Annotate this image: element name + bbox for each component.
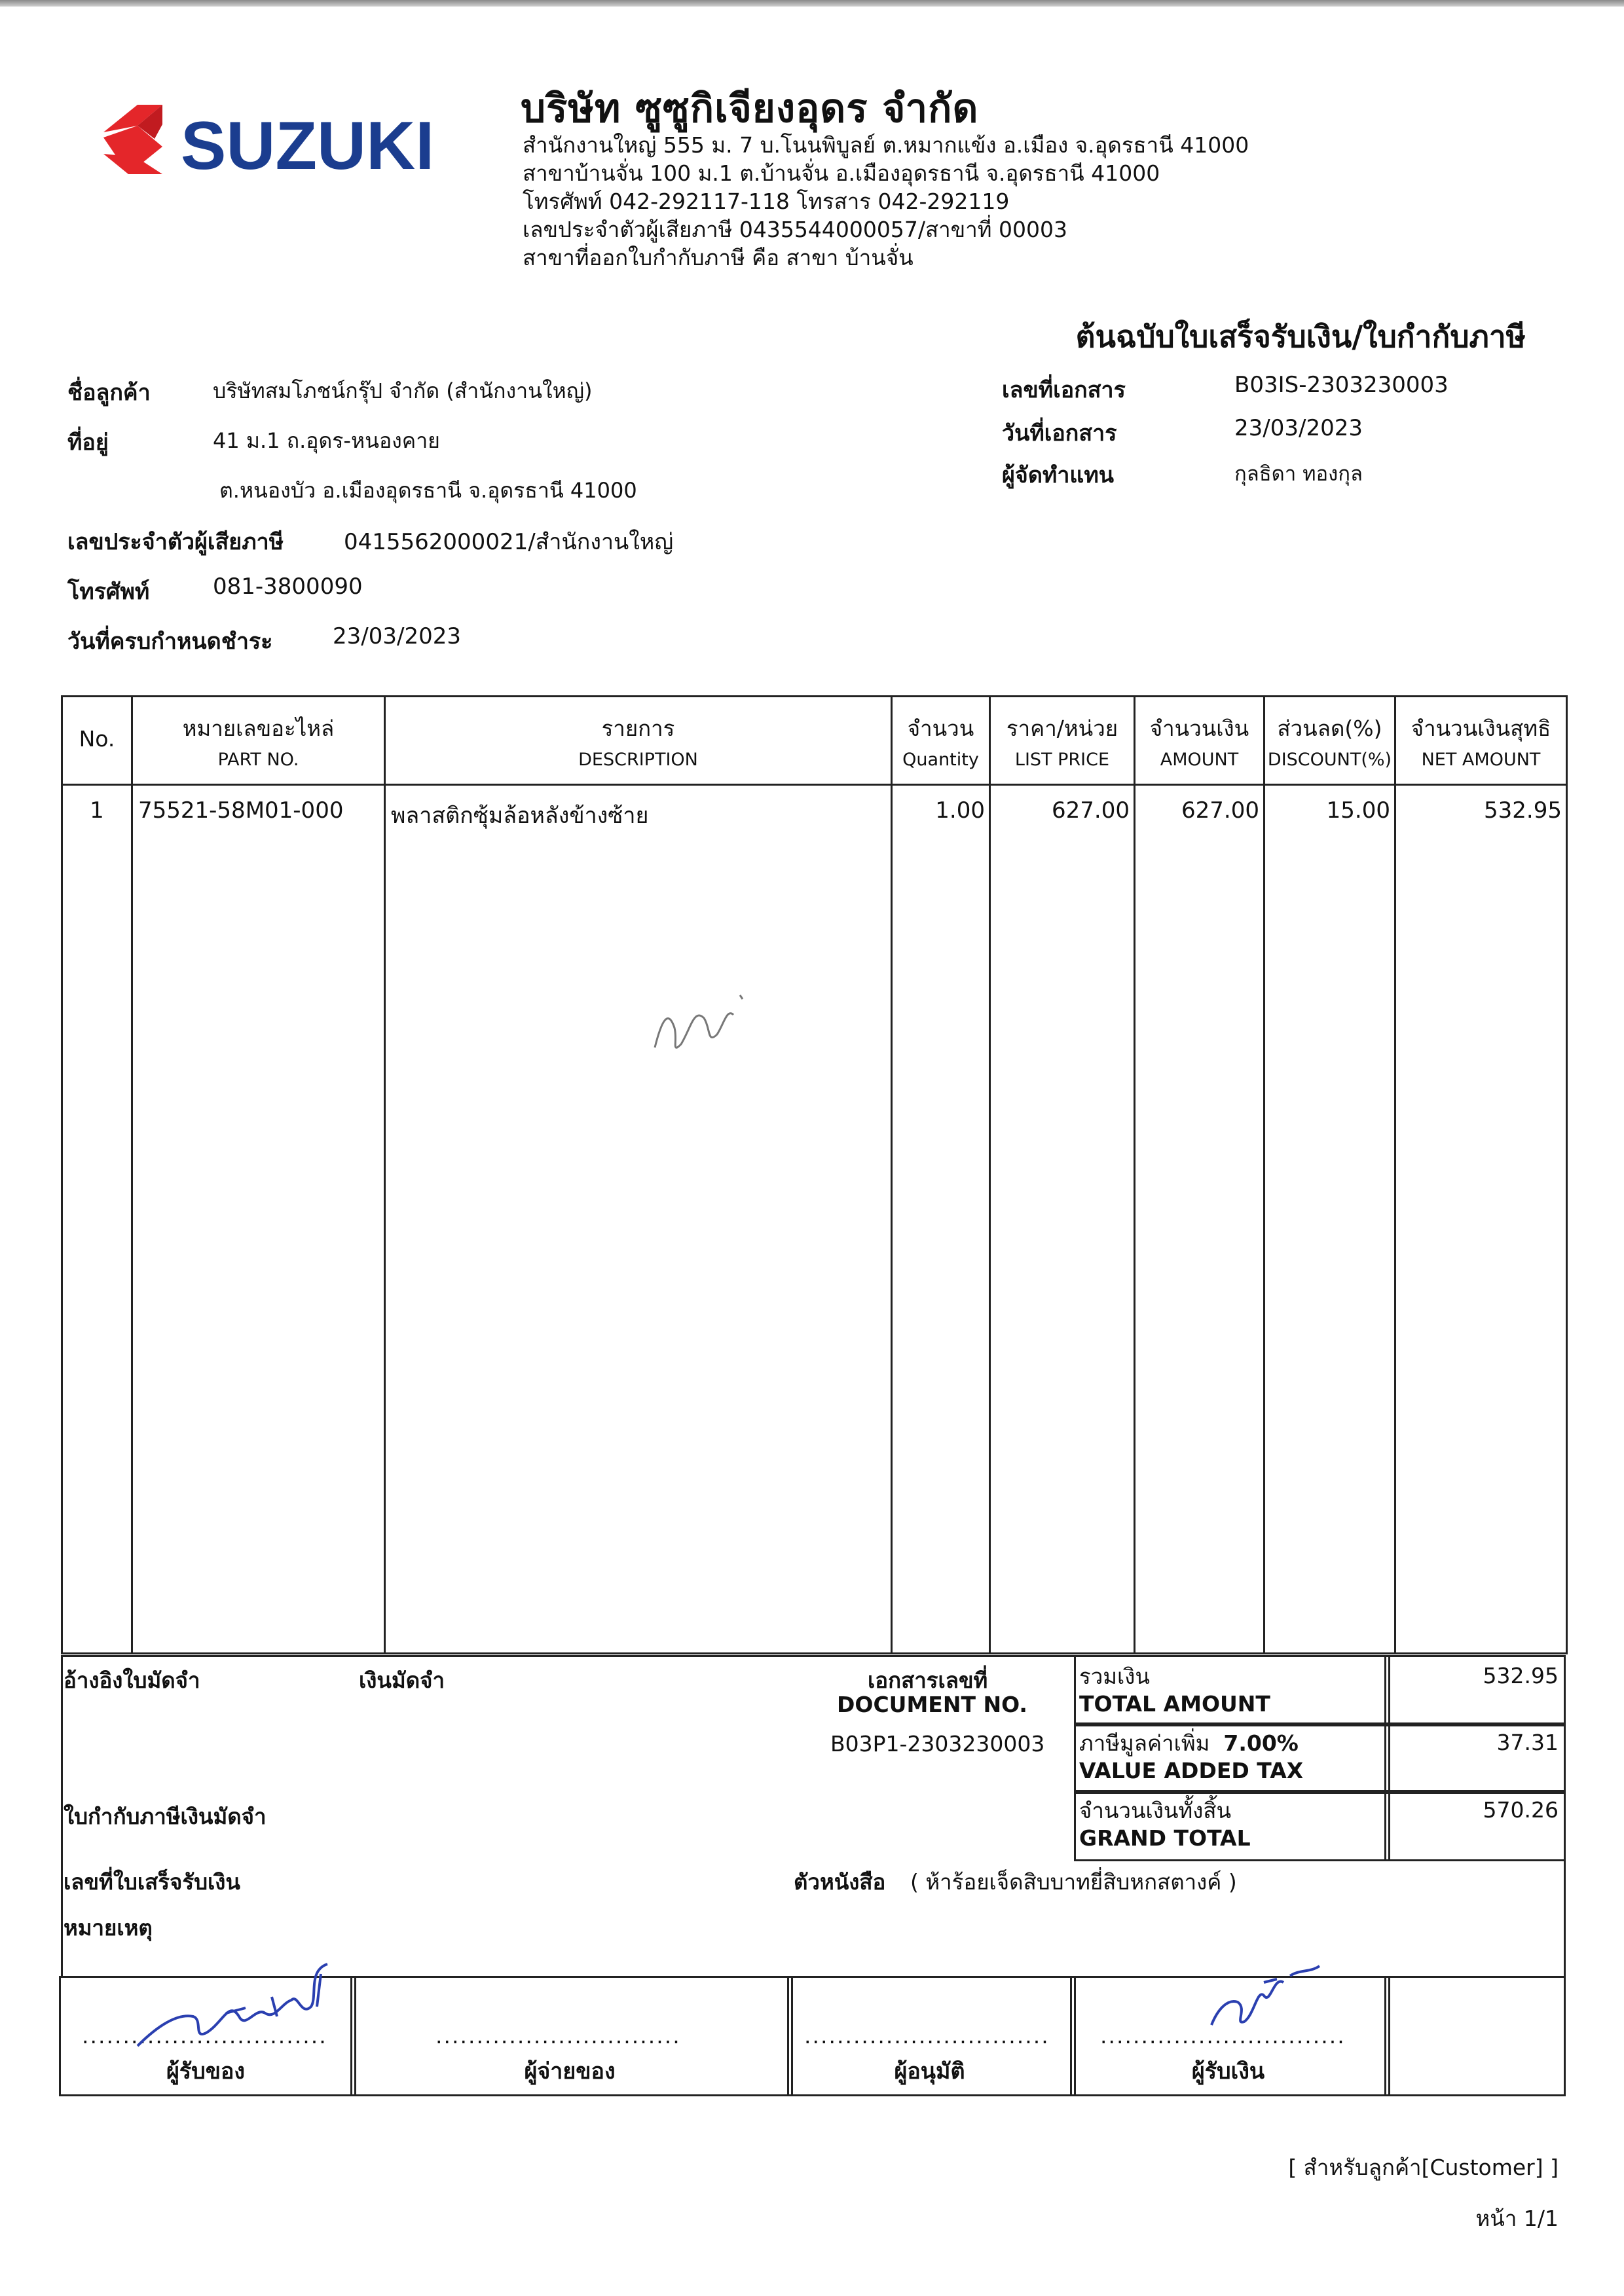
receiver-signature xyxy=(131,1954,347,2052)
customer-tax-label: เลขประจำตัวผู้เสียภาษี xyxy=(67,529,284,555)
col-header-list-price: ราคา/หน่วย LIST PRICE xyxy=(990,697,1135,785)
signature-label-payer: ผู้จ่ายของ xyxy=(524,2058,616,2085)
deposit-tax-invoice-label: ใบกำกับภาษีเงินมัดจำ xyxy=(64,1804,267,1829)
deposit-document-no: B03P1-2303230003 xyxy=(830,1731,1045,1757)
deposit-label: เงินมัดจำ xyxy=(359,1667,445,1693)
col-header-no: No. xyxy=(62,697,132,785)
grand-total: 570.26 xyxy=(1483,1797,1559,1823)
vat-label: ภาษีมูลค่าเพิ่ม 7.00% VALUE ADDED TAX xyxy=(1079,1730,1304,1783)
document-date: 23/03/2023 xyxy=(1234,415,1363,441)
signature-line-receiver: .............................. xyxy=(82,2023,327,2049)
col-header-discount: ส่วนลด(%) DISCOUNT(%) xyxy=(1264,697,1395,785)
company-issuing-branch: สาขาที่ออกใบกำกับภาษี คือ สาขา บ้านจั่น xyxy=(523,245,913,270)
document-title: ต้นฉบับใบเสร็จรับเงิน/ใบกำกับภาษี xyxy=(1075,319,1526,354)
customer-phone-label: โทรศัพท์ xyxy=(67,579,150,605)
customer-name: บริษัทสมโภชน์กรุ๊ป จำกัด (สำนักงานใหญ่) xyxy=(213,378,593,403)
agent-name: กุลธิดา ทองกุล xyxy=(1234,462,1363,486)
signature-label-cashier: ผู้รับเงิน xyxy=(1191,2058,1265,2085)
customer-phone: 081-3800090 xyxy=(213,574,363,600)
company-address-hq: สำนักงานใหญ่ 555 ม. 7 บ.โนนพิบูลย์ ต.หมากแข้ง อ.เมือง จ.อุดรธานี 41000 xyxy=(523,132,1249,158)
cell-description: พลาสติกซุ้มล้อหลังข้างซ้าย xyxy=(385,785,892,1654)
col-header-part-no: หมายเลขอะไหล่ PART NO. xyxy=(132,697,385,785)
cashier-signature xyxy=(1198,1963,1323,2035)
document-no-label: เลขที่เอกสาร xyxy=(1002,377,1126,403)
company-name: บริษัท ซูซูกิเจียงอุดร จำกัด xyxy=(521,86,979,132)
cell-part-no: 75521-58M01-000 xyxy=(132,785,385,1654)
document-no-label-th: เอกสารเลขที่ xyxy=(868,1667,988,1693)
handwritten-mark xyxy=(642,982,760,1067)
col-header-amount: จำนวนเงิน AMOUNT xyxy=(1135,697,1264,785)
signature-line-payer: .............................. xyxy=(435,2023,681,2049)
customer-tax-id: 0415562000021/สำนักงานใหญ่ xyxy=(344,529,674,555)
cell-amount: 627.00 xyxy=(1135,785,1264,1654)
deposit-ref-label: อ้างอิงใบมัดจำ xyxy=(64,1667,200,1693)
cell-list-price: 627.00 xyxy=(990,785,1135,1654)
page-number: หน้า 1/1 xyxy=(1475,2206,1559,2231)
customer-address-line1: 41 ม.1 ถ.อุดร-หนองคาย xyxy=(213,428,440,453)
vat-amount: 37.31 xyxy=(1496,1730,1559,1755)
signature-line-approver: .............................. xyxy=(804,2023,1050,2049)
suzuki-logo xyxy=(97,98,477,183)
signature-line-cashier: .............................. xyxy=(1100,2023,1346,2049)
company-tax-id: เลขประจำตัวผู้เสียภาษี 0435544000057/สาขาที่ 00003 xyxy=(523,217,1067,242)
signature-label-receiver: ผู้รับของ xyxy=(166,2058,246,2085)
copy-for-customer: [ สำหรับลูกค้า[Customer] ] xyxy=(1288,2155,1559,2180)
due-date: 23/03/2023 xyxy=(333,623,461,649)
document-date-label: วันที่เอกสาร xyxy=(1002,420,1117,446)
cell-discount: 15.00 xyxy=(1264,785,1395,1654)
col-header-description: รายการ DESCRIPTION xyxy=(385,697,892,785)
receipt-no-label: เลขที่ใบเสร็จรับเงิน xyxy=(64,1869,240,1895)
company-address-branch: สาขาบ้านจั่น 100 ม.1 ต.บ้านจั่น อ.เมืองอุดรธานี จ.อุดรธานี 41000 xyxy=(523,160,1160,186)
signature-label-approver: ผู้อนุมัติ xyxy=(894,2058,965,2085)
remark-label: หมายเหตุ xyxy=(64,1915,153,1941)
agent-label: ผู้จัดทำแทน xyxy=(1002,462,1114,488)
document-no: B03IS-2303230003 xyxy=(1234,372,1449,398)
cell-no: 1 xyxy=(62,785,132,1654)
col-header-net-amount: จำนวนเงินสุทธิ NET AMOUNT xyxy=(1395,697,1567,785)
col-header-quantity: จำนวน Quantity xyxy=(892,697,990,785)
scan-top-edge xyxy=(0,0,1624,7)
items-table xyxy=(61,695,1568,1654)
signature-cell-blank xyxy=(1384,1976,1566,2096)
customer-name-label: ชื่อลูกค้า xyxy=(67,380,151,406)
cell-net-amount: 532.95 xyxy=(1395,785,1567,1654)
total-amount: 532.95 xyxy=(1483,1663,1559,1688)
customer-address-line2: ต.หนองบัว อ.เมืองอุดรธานี จ.อุดรธานี 41000 xyxy=(219,478,637,503)
cell-quantity: 1.00 xyxy=(892,785,990,1654)
amount-in-words: ( ห้าร้อยเจ็ดสิบบาทยี่สิบหกสตางค์ ) xyxy=(910,1869,1237,1895)
svg-text:SUZUKI: SUZUKI xyxy=(181,108,435,183)
document-no-label-en: DOCUMENT NO. xyxy=(837,1692,1027,1717)
grand-total-label: จำนวนเงินทั้งสิ้น GRAND TOTAL xyxy=(1079,1798,1251,1851)
table-row xyxy=(62,785,1567,1654)
total-amount-label: รวมเงิน TOTAL AMOUNT xyxy=(1079,1664,1270,1717)
company-phone-fax: โทรศัพท์ 042-292117-118 โทรสาร 042-292119 xyxy=(523,189,1010,214)
amount-in-words-label: ตัวหนังสือ xyxy=(794,1869,886,1895)
due-date-label: วันที่ครบกำหนดชำระ xyxy=(67,629,273,655)
customer-address-label: ที่อยู่ xyxy=(67,429,109,456)
table-header-row xyxy=(62,697,1567,785)
